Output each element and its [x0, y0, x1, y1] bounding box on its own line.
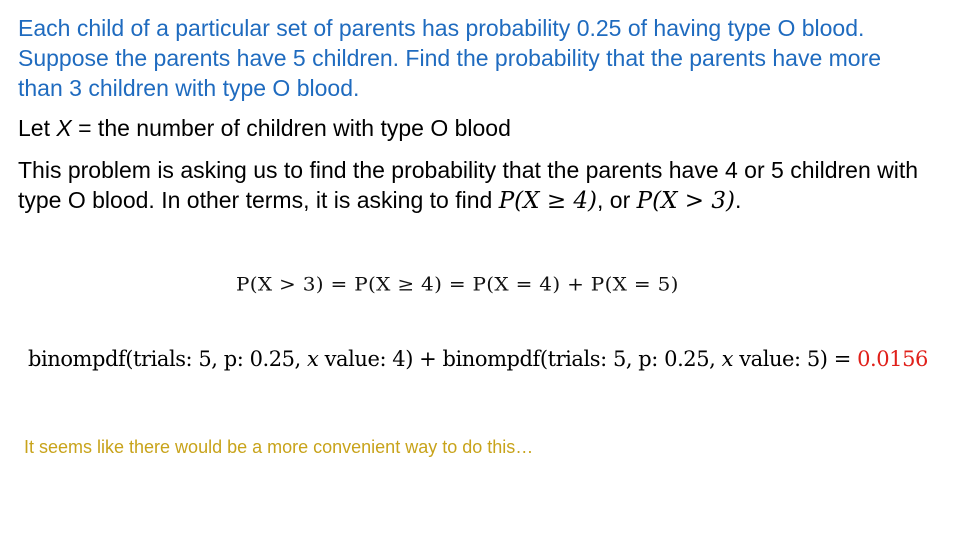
explanation-text: This problem is asking us to find the probability that the parents have 4 or 5 children with type O blood. In other terms, it is asking to find	[18, 157, 919, 213]
let-suffix: = the number of children with type O blood	[71, 115, 511, 141]
footnote: It seems like there would be a more convenient way to do this…	[24, 437, 534, 457]
x-var-2: x	[721, 347, 733, 371]
result-value: 0.0156	[857, 347, 928, 371]
x-var-1: x	[307, 347, 319, 371]
explanation-middle: , or	[597, 187, 637, 213]
expression-gt-3: P(X > 3)	[636, 188, 735, 214]
expression-ge-4: P(X ≥ 4)	[498, 188, 598, 214]
problem-text: Each child of a particular set of parents has probability 0.25 of having type O blood. Suppose the parents have 5 children. Find the probability that the parents have more than 3 children with type O blood.	[18, 15, 882, 101]
problem-statement	[18, 13, 928, 103]
probability-equation: P(X > 3) = P(X ≥ 4) = P(X = 4) + P(X = 5)	[236, 273, 679, 296]
binompdf-part-1: binompdf(trials: 5, p: 0.25,	[28, 347, 308, 371]
binompdf-equation	[28, 347, 928, 371]
variable-definition	[18, 113, 928, 143]
explanation	[18, 155, 928, 216]
explanation-end: .	[734, 187, 742, 213]
binompdf-part-3: value: 5) =	[732, 347, 858, 371]
x-variable: X	[56, 115, 72, 141]
let-prefix: Let	[18, 115, 57, 141]
binompdf-part-2: value: 4) + binompdf(trials: 5, p: 0.25,	[318, 347, 722, 371]
